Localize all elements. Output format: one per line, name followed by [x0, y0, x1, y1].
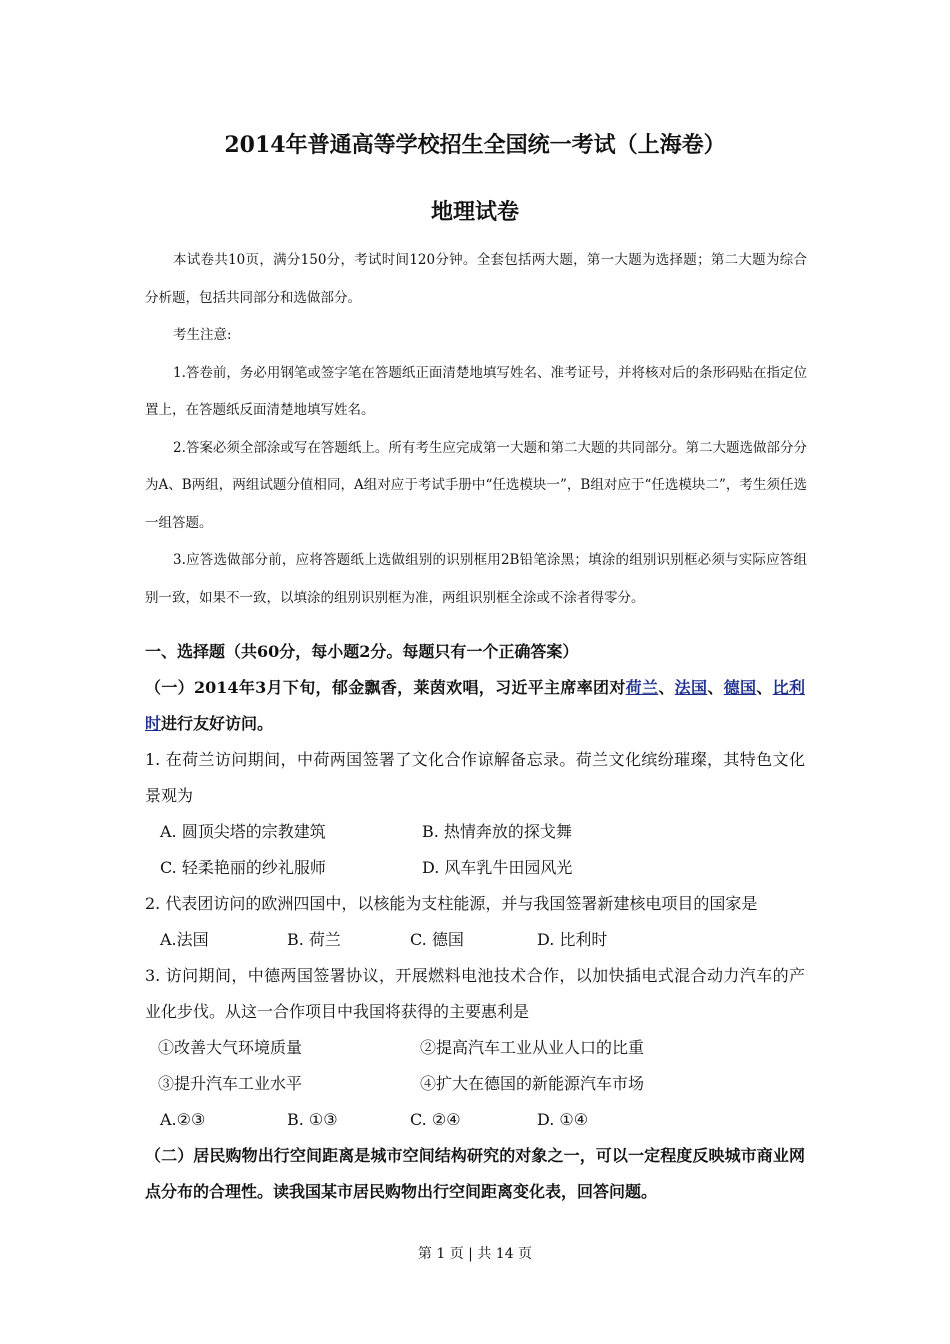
statement: ②提高汽车工业从业人口的比重 — [420, 1038, 645, 1057]
option: B. 热情奔放的探戈舞 — [422, 822, 572, 841]
instructions — [145, 242, 807, 617]
option: A.②③ — [160, 1110, 206, 1129]
notice-heading: 考生注意: — [173, 327, 232, 343]
question-stem: 2. 代表团访问的欧洲四国中，以核能为支柱能源，并与我国签署新建核电项目的国家是 — [145, 894, 758, 913]
option: A.法国 — [160, 930, 209, 949]
link-netherlands[interactable]: 荷兰 — [625, 678, 659, 697]
separator: 、 — [658, 678, 675, 697]
option: C. 轻柔艳丽的纱礼服师 — [160, 858, 326, 877]
notice-item: 2.答案必须全部涂或写在答题纸上。所有考生应完成第一大题和第二大题的共同部分。第二大题选做部分分为A、B两组，两组试题分值相同，A组对应于考试手册中“任选模块一”，B组对应于“任选模块二”，考生须任选一组答题。 — [145, 439, 807, 531]
options-row — [145, 814, 805, 850]
options-row — [145, 1102, 805, 1138]
separator: 、 — [756, 678, 773, 697]
link-france[interactable]: 法国 — [674, 678, 708, 697]
separator: 、 — [707, 678, 724, 697]
group-intro: （二）居民购物出行空间距离是城市空间结构研究的对象之一，可以一定程度反映城市商业网点分布的合理性。读我国某市居民购物出行空间距离变化表，回答问题。 — [145, 1146, 805, 1201]
option: D. ①④ — [537, 1110, 589, 1129]
option: C. ②④ — [410, 1110, 461, 1129]
statement: ③提升汽车工业水平 — [158, 1074, 303, 1093]
option: D. 风车乳牛田园风光 — [422, 858, 573, 877]
exam-title: 2014年普通高等学校招生全国统一考试（上海卷） — [224, 132, 726, 158]
questions — [145, 634, 805, 1210]
group-intro-suffix: 进行友好访问。 — [161, 714, 274, 733]
question-stem: 3. 访问期间，中德两国签署协议，开展燃料电池技术合作，以加快插电式混合动力汽车的产业化步伐。从这一合作项目中我国将获得的主要惠利是 — [145, 966, 805, 1021]
notice-item: 1.答卷前，务必用钢笔或签字笔在答题纸正面清楚地填写姓名、准考证号，并将核对后的条形码贴在指定位置上，在答题纸反面清楚地填写姓名。 — [145, 364, 807, 418]
options-row — [145, 922, 805, 958]
exam-subtitle: 地理试卷 — [430, 199, 519, 225]
items-row — [145, 1030, 805, 1066]
option: C. 德国 — [410, 930, 464, 949]
items-row — [145, 1066, 805, 1102]
notice-item: 3.应答选做部分前，应将答题纸上选做组别的识别框用2B铅笔涂黑；填涂的组别识别框必须与实际应答组别一致，如果不一致，以填涂的组别识别框为准，两组识别框全涂或不涂者得零分。 — [145, 552, 807, 606]
option: A. 圆顶尖塔的宗教建筑 — [160, 822, 326, 841]
option: B. ①③ — [287, 1110, 338, 1129]
intro-paragraph: 本试卷共10页，满分150分，考试时间120分钟。全套包括两大题，第一大题为选择题；第二大题为综合分析题，包括共同部分和选做部分。 — [145, 252, 807, 306]
group-intro — [145, 670, 805, 742]
page-footer: 第 1 页 | 共 14 页 — [417, 1246, 533, 1262]
option: D. 比利时 — [537, 930, 608, 949]
section-heading: 一、选择题（共60分，每小题2分。每题只有一个正确答案） — [145, 642, 579, 661]
statement: ④扩大在德国的新能源汽车市场 — [420, 1074, 645, 1093]
option: B. 荷兰 — [287, 930, 341, 949]
link-germany[interactable]: 德国 — [723, 678, 757, 697]
link-belgium[interactable]: 比利时 — [145, 678, 805, 733]
options-row — [145, 850, 805, 886]
group-intro-text: （一）2014年3月下旬，郁金飘香，莱茵欢唱，习近平主席率团对 — [145, 678, 626, 697]
statement: ①改善大气环境质量 — [158, 1038, 303, 1057]
question-stem: 1. 在荷兰访问期间，中荷两国签署了文化合作谅解备忘录。荷兰文化缤纷璀璨，其特色文化景观为 — [145, 750, 805, 805]
